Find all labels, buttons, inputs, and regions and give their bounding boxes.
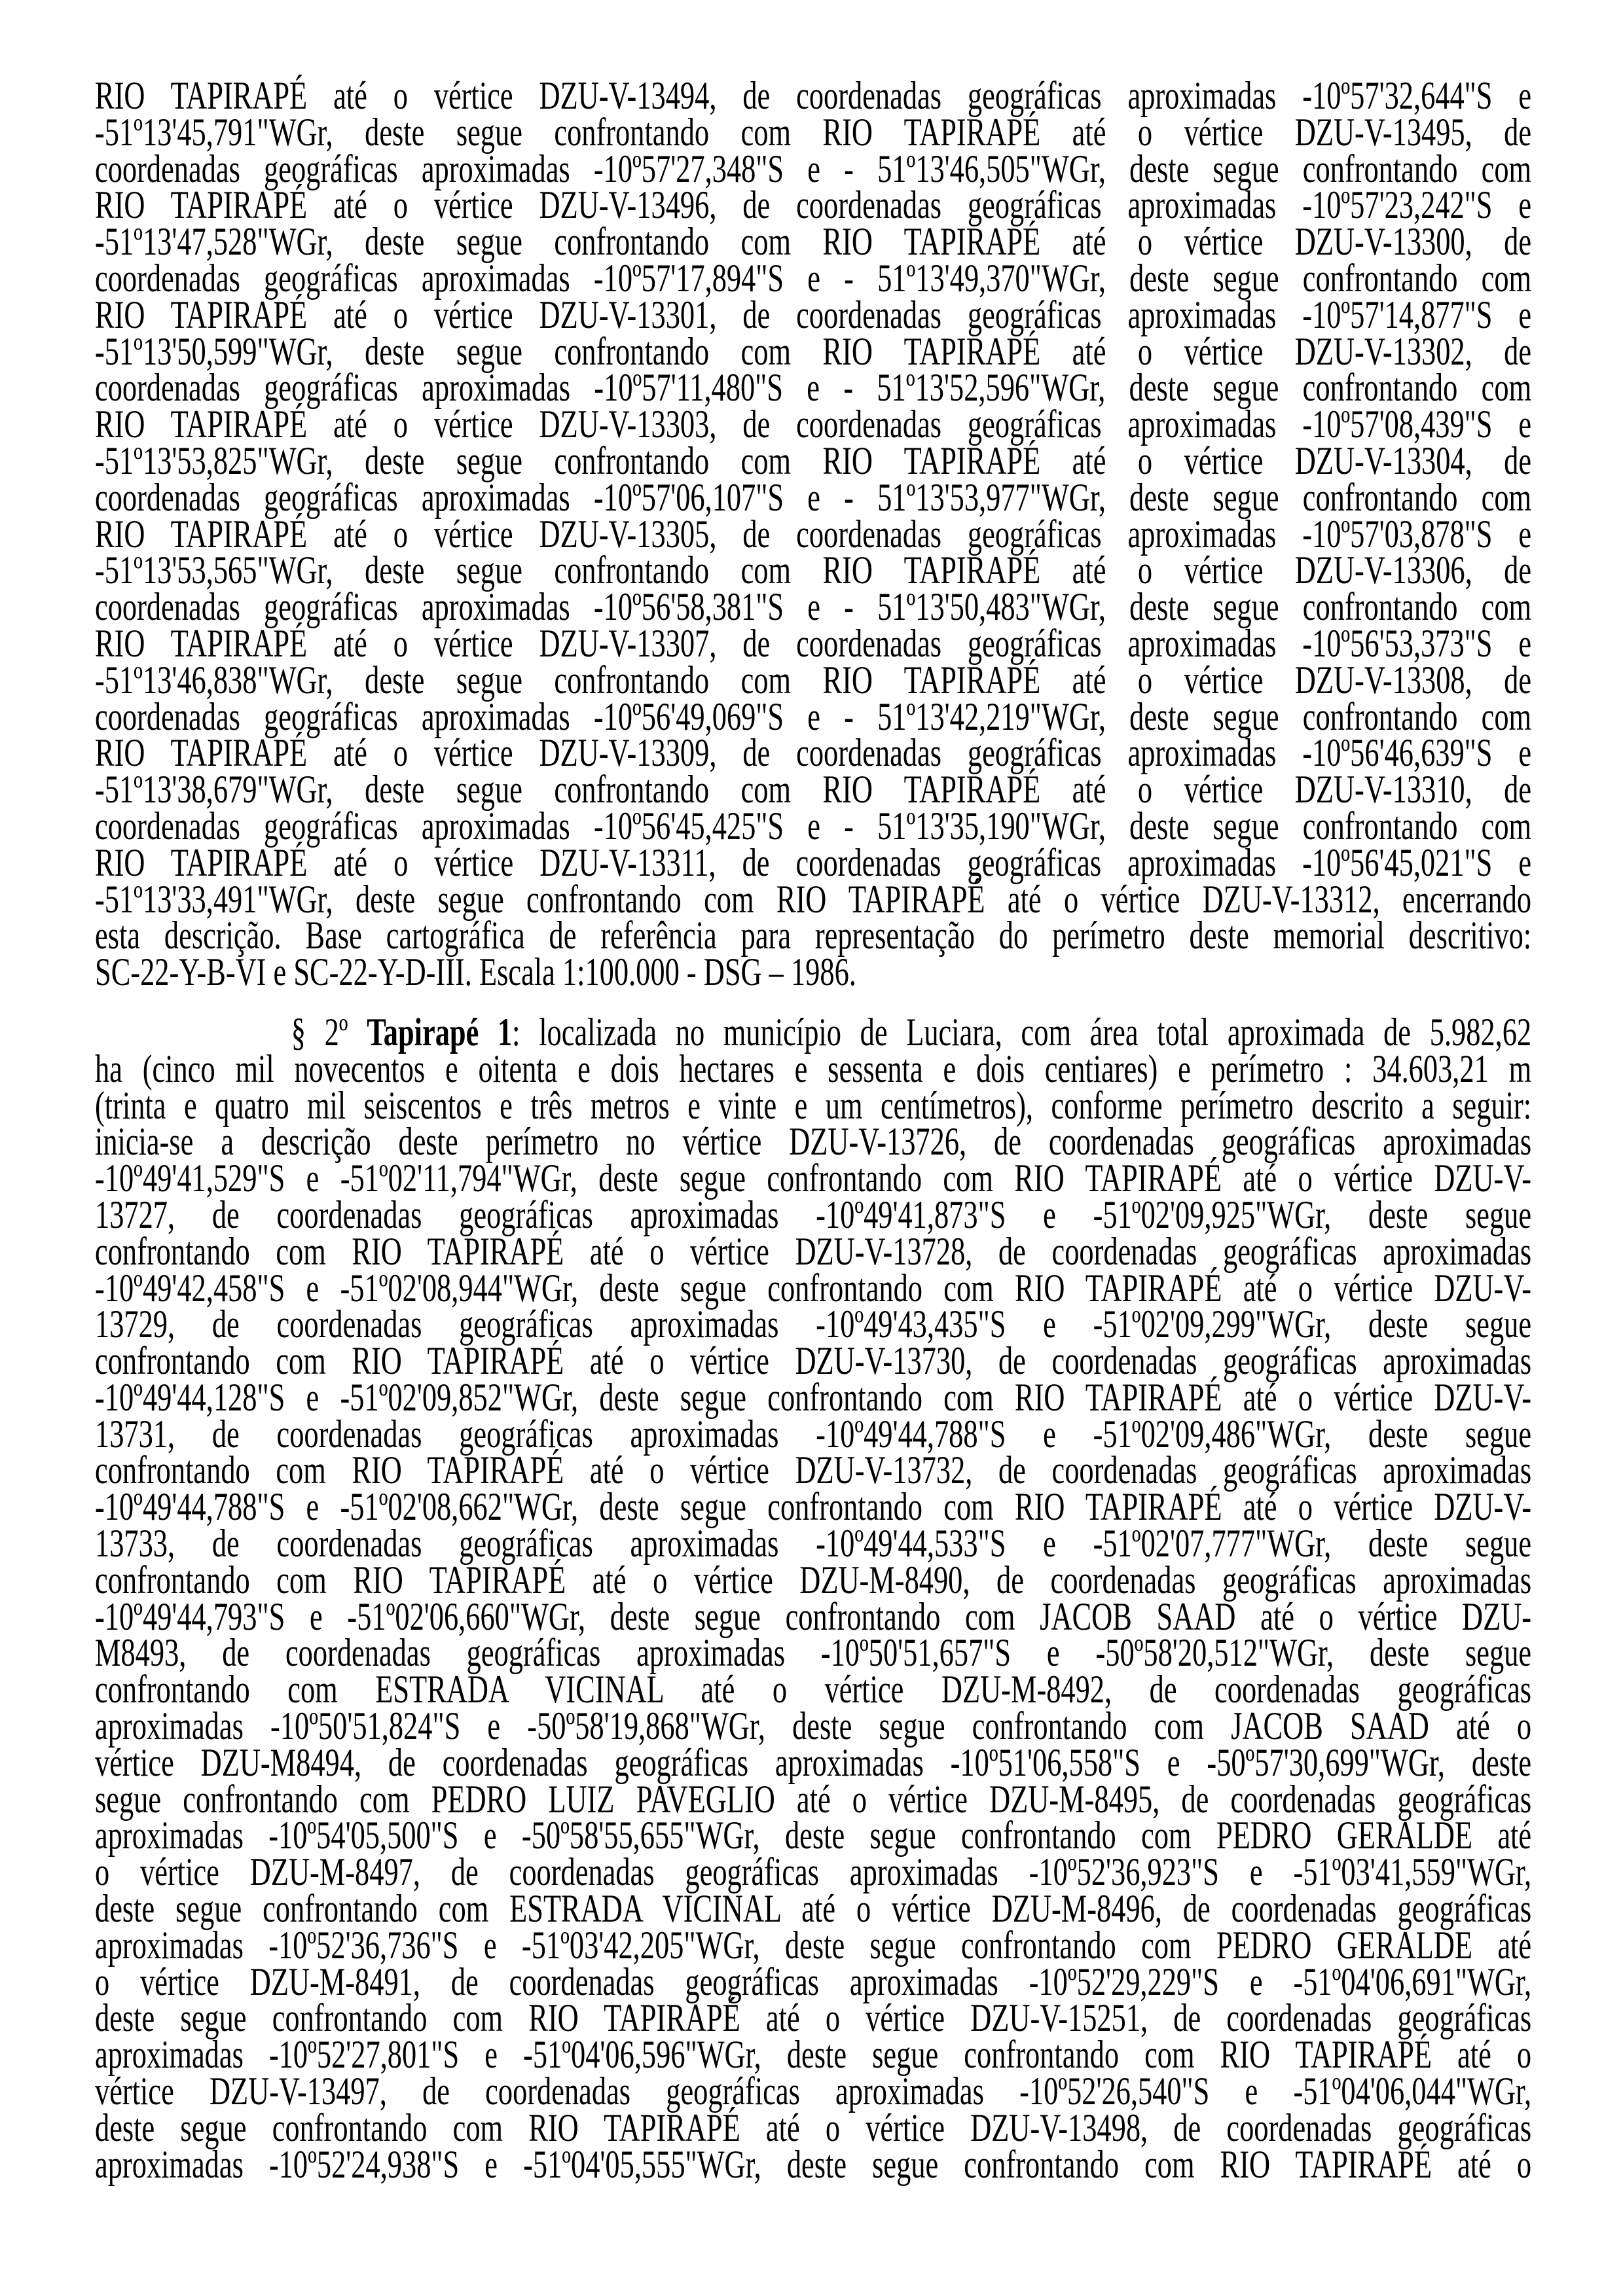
text-line: [95, 183, 1532, 227]
text-line: [95, 1631, 1532, 1675]
text-run: -51º13'46,838"WGr, deste segue confrontando com RIO TAPIRAPÉ até o vértice DZU-V-13308, de: [95, 658, 1532, 702]
text-line: [95, 694, 1532, 738]
text-line: [95, 366, 1532, 410]
text-run: o vértice DZU-M-8491, de coordenadas geográficas aproximadas -10º52'29,229"S e -51º04'06,691"WGr,: [95, 1960, 1532, 2003]
text-line: [95, 1193, 1532, 1236]
text-line: [95, 512, 1532, 556]
text-line: [95, 1412, 1532, 1456]
text-run: -10º49'42,458"S e -51º02'08,944"WGr, deste segue confrontando com RIO TAPIRAPÉ até o vértice DZU-V-: [95, 1266, 1532, 1310]
text-line: [95, 329, 1532, 373]
text-line: [95, 731, 1532, 775]
text-run: -51º13'33,491"WGr, deste segue confrontando com RIO TAPIRAPÉ até o vértice DZU-V-13312, encerrando: [95, 877, 1532, 921]
text-run: deste segue confrontando com RIO TAPIRAPÉ até o vértice DZU-V-13498, de coordenadas geográficas: [95, 2106, 1532, 2149]
text-run: -51º13'53,565"WGr, deste segue confrontando com RIO TAPIRAPÉ até o vértice DZU-V-13306, de: [95, 548, 1532, 592]
text-line: [95, 914, 1532, 958]
text-line: [95, 804, 1532, 848]
text-line: [95, 2106, 1532, 2149]
text-line: [95, 2070, 1532, 2113]
text-run: vértice DZU-M8494, de coordenadas geográficas aproximadas -10º51'06,558"S e -50º57'30,699"WGr, deste: [95, 1740, 1532, 1784]
text-line: [95, 1266, 1532, 1310]
text-line: [95, 110, 1532, 154]
text-run: coordenadas geográficas aproximadas -10º57'17,894"S e - 51º13'49,370"WGr, deste segue confrontando com: [95, 256, 1532, 300]
text-line: [95, 1302, 1532, 1346]
text-line: [95, 548, 1532, 592]
text-run: confrontando com RIO TAPIRAPÉ até o vértice DZU-V-13732, de coordenadas geográficas aproximadas: [95, 1448, 1532, 1492]
text-run: (trinta e quatro mil seiscentos e três metros e vinte e um centímetros), conforme perímetro descrito a seguir:: [95, 1083, 1532, 1127]
text-line: [95, 1522, 1532, 1566]
text-line: [95, 1375, 1532, 1419]
text-run: 13727, de coordenadas geográficas aproximadas -10º49'41,873"S e -51º02'09,925"WGr, deste segue: [95, 1193, 1532, 1236]
text-run: -51º13'50,599"WGr, deste segue confrontando com RIO TAPIRAPÉ até o vértice DZU-V-13302, de: [95, 329, 1532, 373]
text-line: [95, 1157, 1532, 1200]
text-run: -10º49'44,793"S e -51º02'06,660"WGr, deste segue confrontando com JACOB SAAD até o vértice DZU-: [95, 1594, 1532, 1638]
text-run: 13731, de coordenadas geográficas aproximadas -10º49'44,788"S e -51º02'09,486"WGr, deste segue: [95, 1412, 1532, 1456]
text-line: [95, 1594, 1532, 1638]
text-line: [95, 1448, 1532, 1492]
text-run: RIO TAPIRAPÉ até o vértice DZU-V-13303, de coordenadas geográficas aproximadas -10º57'08,439"S e: [95, 403, 1532, 446]
text-line: [95, 1120, 1532, 1164]
paragraph-perimeter-continuation: [95, 74, 1532, 994]
text-run: aproximadas -10º54'05,500"S e -50º58'55,655"WGr, deste segue confrontando com PEDRO GERALDE até: [95, 1814, 1532, 1857]
text-run: -51º13'53,825"WGr, deste segue confrontando com RIO TAPIRAPÉ até o vértice DZU-V-13304, de: [95, 439, 1532, 482]
text-run: aproximadas -10º52'27,801"S e -51º04'06,596"WGr, deste segue confrontando com RIO TAPIRAPÉ até o: [95, 2033, 1532, 2077]
text-line: [95, 74, 1532, 117]
text-run: confrontando com RIO TAPIRAPÉ até o vértice DZU-V-13728, de coordenadas geográficas aproximadas: [95, 1229, 1532, 1273]
text-line: [95, 840, 1532, 884]
text-line: [95, 2142, 1532, 2186]
text-run: segue confrontando com PEDRO LUIZ PAVEGLIO até o vértice DZU-M-8495, de coordenadas geográficas: [95, 1777, 1532, 1821]
text-line: [95, 439, 1532, 482]
text-line: [95, 1887, 1532, 1931]
text-line: [95, 147, 1532, 190]
text-run: vértice DZU-V-13497, de coordenadas geográficas aproximadas -10º52'26,540"S e -51º04'06,044"WGr,: [95, 2070, 1532, 2113]
text-run: confrontando com RIO TAPIRAPÉ até o vértice DZU-V-13730, de coordenadas geográficas aproximadas: [95, 1339, 1532, 1383]
text-line: [95, 621, 1532, 665]
text-run: 13729, de coordenadas geográficas aproximadas -10º49'43,435"S e -51º02'09,299"WGr, deste segue: [95, 1302, 1532, 1346]
text-run: inicia-se a descrição deste perímetro no vértice DZU-V-13726, de coordenadas geográficas aproximadas: [95, 1120, 1532, 1164]
text-run: coordenadas geográficas aproximadas -10º56'58,381"S e - 51º13'50,483"WGr, deste segue confrontando com: [95, 585, 1532, 629]
text-line: [95, 403, 1532, 446]
text-run: confrontando com RIO TAPIRAPÉ até o vértice DZU-M-8490, de coordenadas geográficas aproximadas: [95, 1558, 1532, 1602]
text-line: [95, 1704, 1532, 1748]
text-line: [95, 1339, 1532, 1383]
text-run: o vértice DZU-M-8497, de coordenadas geográficas aproximadas -10º52'36,923"S e -51º03'41,559"WGr,: [95, 1850, 1532, 1894]
text-run: SC-22-Y-B-VI e SC-22-Y-D-III. Escala 1:100.000 - DSG – 1986.: [95, 950, 856, 994]
text-line: [95, 475, 1532, 519]
text-run: ha (cinco mil novecentos e oitenta e dois hectares e sessenta e dois centiares) e perímetro : 34.603,21 m: [95, 1047, 1532, 1090]
text-run: 13733, de coordenadas geográficas aproximadas -10º49'44,533"S e -51º02'07,777"WGr, deste segue: [95, 1522, 1532, 1566]
text-run: coordenadas geográficas aproximadas -10º56'45,425"S e - 51º13'35,190"WGr, deste segue confrontando com: [95, 804, 1532, 848]
text-run: coordenadas geográficas aproximadas -10º57'06,107"S e - 51º13'53,977"WGr, deste segue confrontando com: [95, 475, 1532, 519]
text-line: [95, 2033, 1532, 2077]
text-run: § 2º: [291, 1010, 367, 1054]
text-run: aproximadas -10º52'24,938"S e -51º04'05,555"WGr, deste segue confrontando com RIO TAPIRAPÉ até o: [95, 2142, 1532, 2186]
text-line: [95, 1960, 1532, 2003]
text-line: [95, 950, 1531, 994]
text-line: [95, 1923, 1532, 1967]
text-run: -10º49'41,529"S e -51º02'11,794"WGr, deste segue confrontando com RIO TAPIRAPÉ até o vértice DZU-V-: [95, 1157, 1532, 1200]
text-run: RIO TAPIRAPÉ até o vértice DZU-V-13311, de coordenadas geográficas aproximadas -10º56'45,021"S e: [95, 840, 1532, 884]
text-line: [95, 585, 1532, 629]
text-line: [95, 1740, 1532, 1784]
text-line: [95, 1083, 1532, 1127]
text-run: esta descrição. Base cartográfica de referência para representação do perímetro deste memorial descritivo:: [95, 914, 1532, 958]
text-run: -51º13'45,791"WGr, deste segue confrontando com RIO TAPIRAPÉ até o vértice DZU-V-13495, de: [95, 110, 1532, 154]
text-run: -10º49'44,128"S e -51º02'09,852"WGr, deste segue confrontando com RIO TAPIRAPÉ até o vértice DZU-V-: [95, 1375, 1532, 1419]
text-run: confrontando com ESTRADA VICINAL até o vértice DZU-M-8492, de coordenadas geográficas: [95, 1668, 1532, 1712]
text-line: [95, 256, 1532, 300]
text-line: [95, 1485, 1532, 1529]
text-line: [95, 1229, 1532, 1273]
text-line: [95, 877, 1532, 921]
text-line: [95, 220, 1532, 264]
text-line: [95, 1047, 1532, 1090]
text-run: RIO TAPIRAPÉ até o vértice DZU-V-13301, de coordenadas geográficas aproximadas -10º57'14,877"S e: [95, 293, 1532, 336]
text-run: coordenadas geográficas aproximadas -10º56'49,069"S e - 51º13'42,219"WGr, deste segue confrontando com: [95, 694, 1532, 738]
text-line: [95, 1777, 1532, 1821]
text-line: [95, 768, 1532, 812]
text-line: [95, 658, 1532, 702]
text-line: [95, 1010, 1532, 1054]
text-run: RIO TAPIRAPÉ até o vértice DZU-V-13496, de coordenadas geográficas aproximadas -10º57'23,242"S e: [95, 183, 1532, 227]
text-line: [95, 293, 1532, 336]
text-run: -10º49'44,788"S e -51º02'08,662"WGr, deste segue confrontando com RIO TAPIRAPÉ até o vértice DZU-V-: [95, 1485, 1532, 1529]
text-run: RIO TAPIRAPÉ até o vértice DZU-V-13494, de coordenadas geográficas aproximadas -10º57'32,644"S e: [95, 74, 1532, 117]
text-run: RIO TAPIRAPÉ até o vértice DZU-V-13307, de coordenadas geográficas aproximadas -10º56'53,373"S e: [95, 621, 1532, 665]
text-run: -51º13'47,528"WGr, deste segue confrontando com RIO TAPIRAPÉ até o vértice DZU-V-13300, de: [95, 220, 1532, 264]
text-run: RIO TAPIRAPÉ até o vértice DZU-V-13309, de coordenadas geográficas aproximadas -10º56'46,639"S e: [95, 731, 1532, 775]
text-run: : localizada no município de Luciara, com área total aproximada de 5.982,62: [512, 1010, 1532, 1054]
text-run: deste segue confrontando com RIO TAPIRAPÉ até o vértice DZU-V-15251, de coordenadas geográficas: [95, 1996, 1532, 2040]
text-line: [95, 1850, 1532, 1894]
text-run: coordenadas geográficas aproximadas -10º57'11,480"S e - 51º13'52,596"WGr, deste segue confrontando com: [95, 366, 1532, 410]
text-run: aproximadas -10º50'51,824"S e -50º58'19,868"WGr, deste segue confrontando com JACOB SAAD até o: [95, 1704, 1532, 1748]
text-run: coordenadas geográficas aproximadas -10º57'27,348"S e - 51º13'46,505"WGr, deste segue confrontando com: [95, 147, 1532, 190]
paragraph-section-2-tapirape-1: [95, 1010, 1532, 2186]
text-run: RIO TAPIRAPÉ até o vértice DZU-V-13305, de coordenadas geográficas aproximadas -10º57'03,878"S e: [95, 512, 1532, 556]
text-line: [95, 1668, 1532, 1712]
text-line: [95, 1996, 1532, 2040]
text-line: [95, 1558, 1532, 1602]
text-run: deste segue confrontando com ESTRADA VICINAL até o vértice DZU-M-8496, de coordenadas geográficas: [95, 1887, 1532, 1931]
bold-text-run: Tapirapé 1: [367, 1010, 513, 1054]
text-line: [95, 1814, 1532, 1857]
text-run: -51º13'38,679"WGr, deste segue confrontando com RIO TAPIRAPÉ até o vértice DZU-V-13310, de: [95, 768, 1532, 812]
text-run: M8493, de coordenadas geográficas aproximadas -10º50'51,657"S e -50º58'20,512"WGr, deste segue: [95, 1631, 1532, 1675]
text-run: aproximadas -10º52'36,736"S e -51º03'42,205"WGr, deste segue confrontando com PEDRO GERALDE até: [95, 1923, 1532, 1967]
